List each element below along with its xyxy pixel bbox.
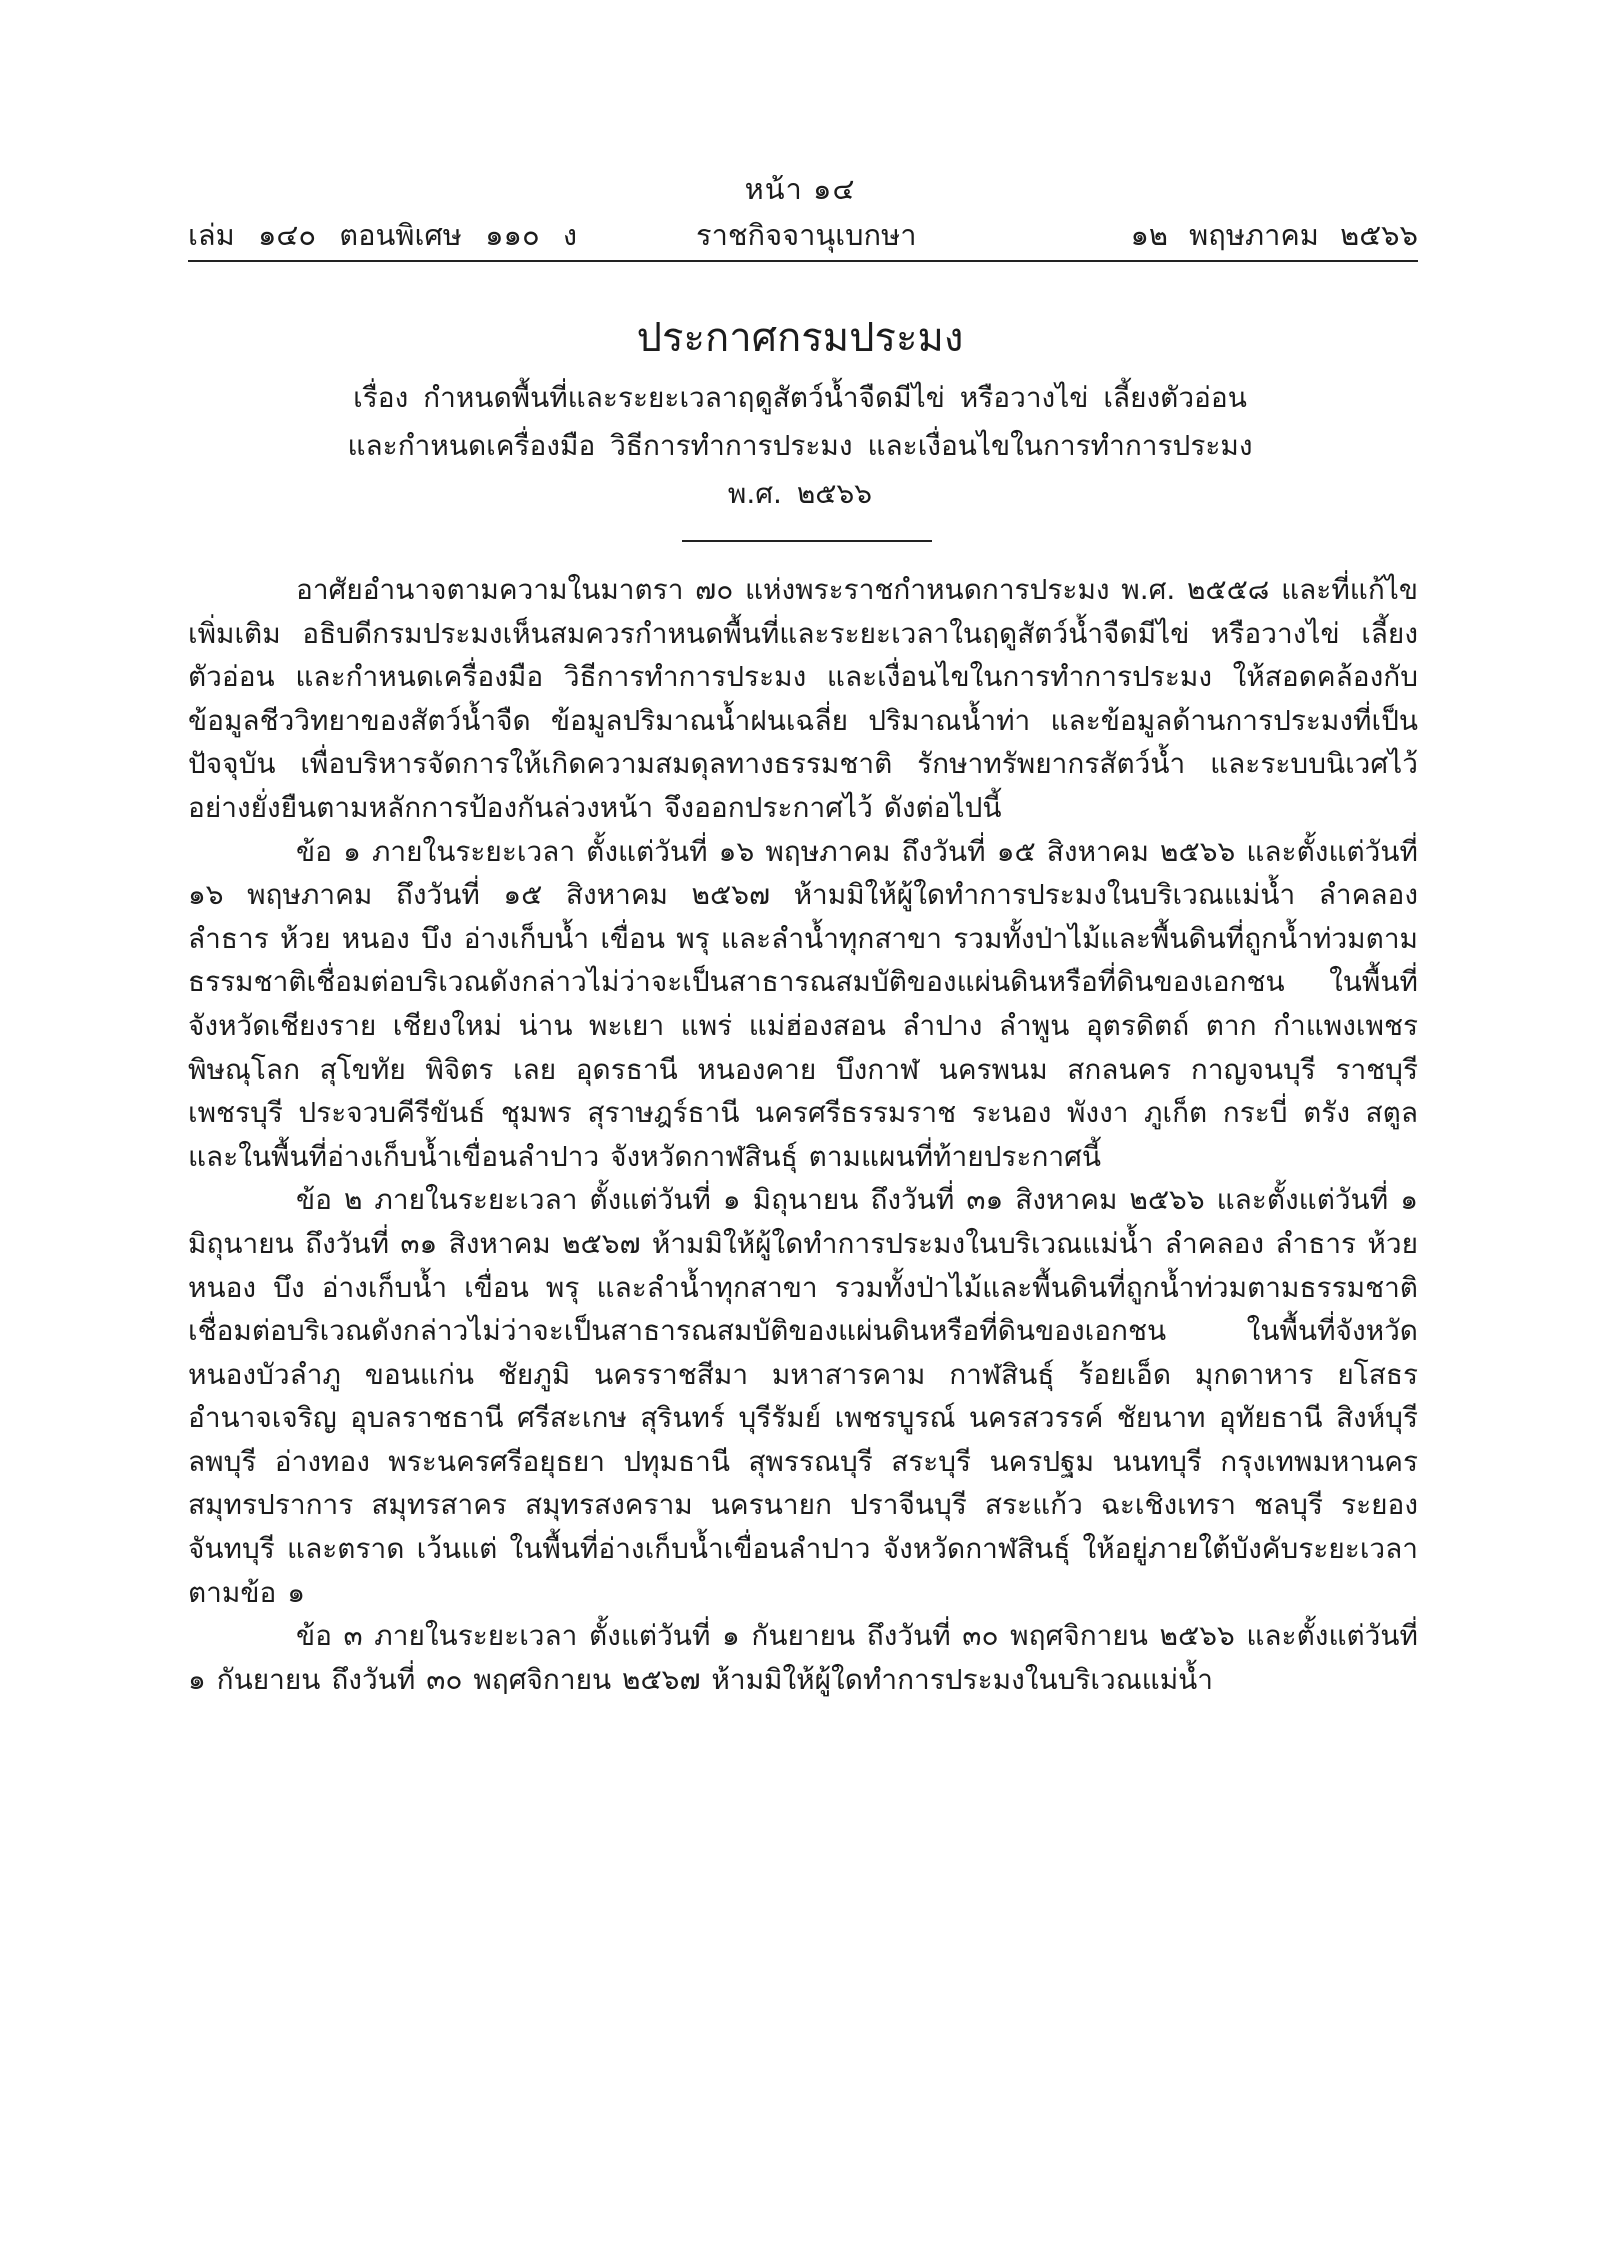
clause-2-paragraph: ข้อ ๒ ภายในระยะเวลา ตั้งแต่วันที่ ๑ มิถุนายน ถึงวันที่ ๓๑ สิงหาคม ๒๕๖๖ และตั้งแต่วันที่ ๑ มิถุนายน ถึงวันที่ ๓๑ สิงหาคม ๒๕๖๗ ห้ามมิให้ผู้ใดทำการประมงในบริเวณแม่น้ำ ลำคลอง ลำธาร ห้วย หนอง บึง อ่างเก็บน้ำ เขื่อน พรุ และลำน้ำทุกสาขา รวมทั้งป่าไม้และพื้นดินที่ถูกน้ำท่วมตามธรรมชาติเชื่อมต่อบริเวณดังกล่าวไม่ว่าจะเป็นสาธารณสมบัติของแผ่นดินหรือที่ดินของเอกชน ในพื้นที่จังหวัดหนองบัวลำภู ขอนแก่น ชัยภูมิ นครราชสีมา มหาสารคาม กาฬสินธุ์ ร้อยเอ็ด มุกดาหาร ยโสธร อำนาจเจริญ อุบลราชธานี ศรีสะเกษ สุรินทร์ บุรีรัมย์ เพชรบูรณ์ นครสวรรค์ ชัยนาท อุทัยธานี สิงห์บุรี ลพบุรี อ่างทอง พระนครศรีอยุธยา ปทุมธานี สุพรรณบุรี สระบุรี นครปฐม นนทบุรี กรุงเทพมหานคร สมุทรปราการ สมุทรสาคร สมุทรสงคราม นครนายก ปราจีนบุรี สระแก้ว ฉะเชิงเทรา ชลบุรี ระยอง จันทบุรี และตราด เว้นแต่ ในพื้นที่อ่างเก็บน้ำเขื่อนลำปาว จังหวัดกาฬสินธุ์ ให้อยู่ภายใต้บังคับระยะเวลาตามข้อ ๑	[188, 1183, 1418, 1609]
subject-line: เรื่อง กำหนดพื้นที่และระยะเวลาฤดูสัตว์น้ำจืดมีไข่ หรือวางไข่ เลี้ยงตัวอ่อน	[353, 381, 1247, 414]
header-divider	[188, 260, 1418, 262]
clause-3-paragraph: ข้อ ๓ ภายในระยะเวลา ตั้งแต่วันที่ ๑ กันยายน ถึงวันที่ ๓๐ พฤศจิกายน ๒๕๖๖ และตั้งแต่วันที่ ๑ กันยายน ถึงวันที่ ๓๐ พฤศจิกายน ๒๕๖๗ ห้ามมิให้ผู้ใดทำการประมงในบริเวณแม่น้ำ	[188, 1619, 1418, 1696]
document-body	[188, 568, 1418, 1701]
gazette-header	[188, 212, 1418, 256]
title-divider	[682, 540, 932, 542]
publication-date: ๑๒ พฤษภาคม ๒๕๖๖	[1130, 218, 1418, 252]
page-number: หน้า ๑๔	[744, 172, 856, 206]
clause-1-paragraph: ข้อ ๑ ภายในระยะเวลา ตั้งแต่วันที่ ๑๖ พฤษภาคม ถึงวันที่ ๑๕ สิงหาคม ๒๕๖๖ และตั้งแต่วันที่ ๑๖ พฤษภาคม ถึงวันที่ ๑๕ สิงหาคม ๒๕๖๗ ห้ามมิให้ผู้ใดทำการประมงในบริเวณแม่น้ำ ลำคลอง ลำธาร ห้วย หนอง บึง อ่างเก็บน้ำ เขื่อน พรุ และลำน้ำทุกสาขา รวมทั้งป่าไม้และพื้นดินที่ถูกน้ำท่วมตามธรรมชาติเชื่อมต่อบริเวณดังกล่าวไม่ว่าจะเป็นสาธารณสมบัติของแผ่นดินหรือที่ดินของเอกชน ในพื้นที่จังหวัดเชียงราย เชียงใหม่ น่าน พะเยา แพร่ แม่ฮ่องสอน ลำปาง ลำพูน อุตรดิตถ์ ตาก กำแพงเพชร พิษณุโลก สุโขทัย พิจิตร เลย อุดรธานี หนองคาย บึงกาฬ นครพนม สกลนคร กาญจนบุรี ราชบุรี เพชรบุรี ประจวบคีรีขันธ์ ชุมพร สุราษฎร์ธานี นครศรีธรรมราช ระนอง พังงา ภูเก็ต กระบี่ ตรัง สตูล และในพื้นที่อ่างเก็บน้ำเขื่อนลำปาว จังหวัดกาฬสินธุ์ ตามแผนที่ท้ายประกาศนี้	[188, 834, 1418, 1173]
subject-year: พ.ศ. ๒๕๖๖	[727, 477, 873, 510]
preamble-paragraph: อาศัยอำนาจตามความในมาตรา ๗๐ แห่งพระราชกำหนดการประมง พ.ศ. ๒๕๕๘ และที่แก้ไขเพิ่มเติม อธิบดีกรมประมงเห็นสมควรกำหนดพื้นที่และระยะเวลาในฤดูสัตว์น้ำจืดมีไข่ หรือวางไข่ เลี้ยงตัวอ่อน และกำหนดเครื่องมือ วิธีการทำการประมง และเงื่อนไขในการทำการประมง ให้สอดคล้องกับข้อมูลชีววิทยาของสัตว์น้ำจืด ข้อมูลปริมาณน้ำฝนเฉลี่ย ปริมาณน้ำท่า และข้อมูลด้านการประมงที่เป็นปัจจุบัน เพื่อบริหารจัดการให้เกิดความสมดุลทางธรรมชาติ รักษาทรัพยากรสัตว์น้ำ และระบบนิเวศไว้อย่างยั่งยืนตามหลักการป้องกันล่วงหน้า จึงออกประกาศไว้ ดังต่อไปนี้	[188, 573, 1418, 824]
subject-line: และกำหนดเครื่องมือ วิธีการทำการประมง และเงื่อนไขในการทำการประมง	[347, 429, 1253, 462]
announcement-title: ประกาศกรมประมง	[636, 315, 964, 361]
volume-issue: เล่ม ๑๔๐ ตอนพิเศษ ๑๑๐ ง	[188, 218, 578, 252]
announcement-subject	[0, 374, 1600, 518]
publication-name: ราชกิจจานุเบกษา	[696, 218, 917, 252]
